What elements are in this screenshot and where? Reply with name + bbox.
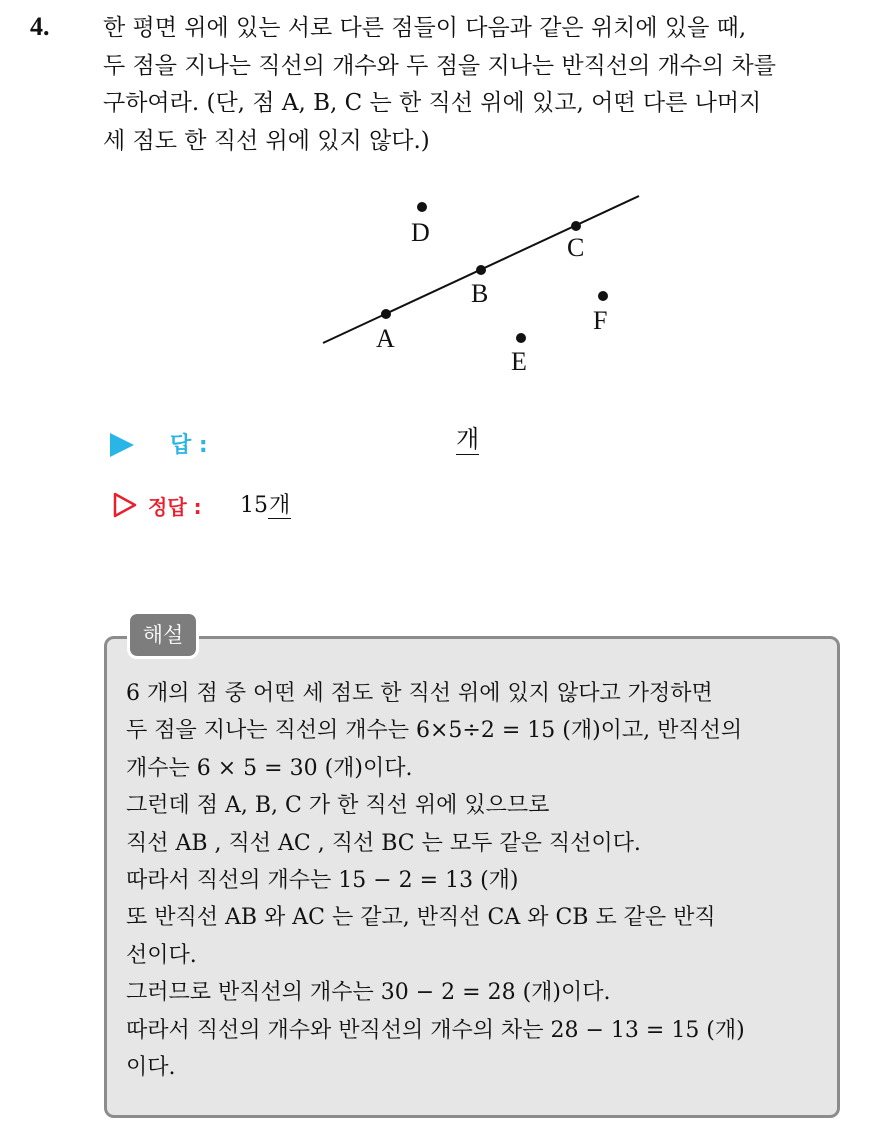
answer-label: 답 :: [170, 433, 208, 458]
explanation-line: 따라서 직선의 개수와 반직선의 개수의 차는 28 − 13 = 15 (개): [126, 1017, 745, 1043]
label-e: E: [511, 347, 527, 376]
explanation-line: 직선 AB , 직선 AC , 직선 BC 는 모두 같은 직선이다.: [126, 830, 641, 856]
label-d: D: [411, 218, 430, 247]
label-c: C: [567, 233, 585, 262]
explanation-line: 그러므로 반직선의 개수는 30 − 2 = 28 (개)이다.: [126, 980, 611, 1006]
point-c: [571, 221, 581, 231]
explanation-line: 이다.: [126, 1055, 176, 1081]
answer-unit: 개: [456, 425, 480, 453]
answer-row: [108, 425, 608, 464]
point-d: [417, 202, 427, 212]
point-f: [598, 291, 608, 301]
correct-answer-value: [240, 488, 291, 519]
explanation-line: 또 반직선 AB 와 AC 는 같고, 반직선 CA 와 CB 도 같은 반직: [126, 905, 716, 931]
question-line: 세 점도 한 직선 위에 있지 않다.): [103, 127, 430, 154]
correct-answer-label: 정답 :: [148, 495, 202, 519]
point-a: [381, 309, 391, 319]
correct-answer-row: [112, 488, 612, 524]
label-a: A: [376, 324, 395, 353]
label-f: F: [593, 306, 608, 335]
question-line: 두 점을 지나는 직선의 개수와 두 점을 지나는 반직선의 개수의 차를: [103, 52, 776, 79]
explanation-line: 두 점을 지나는 직선의 개수는 6×5÷2 = 15 (개)이고, 반직선의: [126, 718, 743, 744]
explanation-text: [126, 675, 836, 1086]
correct-answer-number: 15: [240, 493, 268, 518]
question-number: 4.: [30, 12, 50, 41]
points-figure: [0, 0, 884, 400]
explanation-line: 선이다.: [126, 942, 197, 968]
point-e: [516, 333, 526, 343]
question-line: 구하여라. (단, 점 A, B, C 는 한 직선 위에 있고, 어떤 다른 나머지: [103, 90, 762, 116]
label-b: B: [471, 279, 489, 308]
question-line: 한 평면 위에 있는 서로 다른 점들이 다음과 같은 위치에 있을 때,: [103, 15, 747, 41]
correct-answer-unit: 개: [269, 493, 291, 518]
explanation-line: 개수는 6 × 5 = 30 (개)이다.: [126, 755, 413, 781]
point-b: [476, 265, 486, 275]
explanation-line: 따라서 직선의 개수는 15 − 2 = 13 (개): [126, 868, 519, 894]
explanation-line: 6 개의 점 중 어떤 세 점도 한 직선 위에 있지 않다고 가정하면: [126, 681, 713, 706]
play-arrow-icon: [108, 432, 136, 458]
outline-arrow-icon: [112, 492, 138, 518]
explanation-line: 그런데 점 A, B, C 가 한 직선 위에 있으므로: [126, 793, 550, 819]
explanation-tab: 해설: [130, 614, 196, 656]
